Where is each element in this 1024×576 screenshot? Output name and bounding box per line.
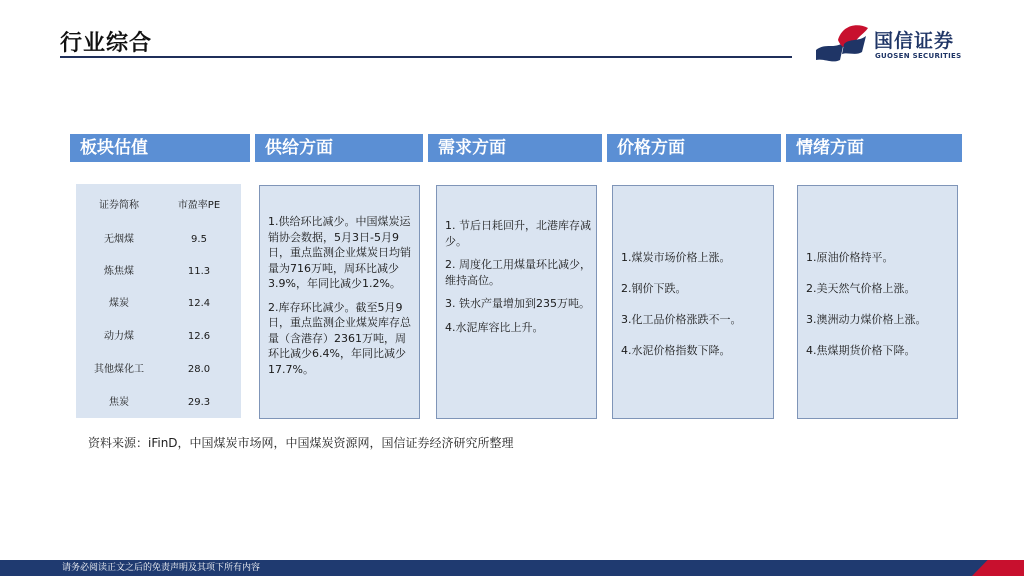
title-rule <box>60 56 792 58</box>
column-header-name: 证券简称 <box>99 200 139 211</box>
source-note: 资料来源：iFinD，中国煤炭市场网，中国煤炭资源网，国信证券经济研究所整理 <box>88 436 514 450</box>
table-row <box>76 327 241 347</box>
row-name: 无烟煤 <box>104 234 134 245</box>
table-row <box>76 360 241 380</box>
supply-item: 2.库存环比减少。截至5月9日，重点监测企业煤炭库存总量（含港存）2361万吨，周环比减少6.4%，年同比减少17.7%。 <box>268 300 411 376</box>
demand-item: 2. 周度化工用煤量环比减少，维持高位。 <box>445 258 591 287</box>
footer-accent <box>972 560 1024 576</box>
price-panel <box>612 185 774 419</box>
price-item: 4.水泥价格指数下降。 <box>621 344 731 357</box>
table-header-row <box>76 196 241 216</box>
price-text <box>621 250 771 374</box>
header-demand: 需求方面 <box>428 134 602 162</box>
demand-item: 3. 铁水产量增加到235万吨。 <box>445 297 590 310</box>
row-pe: 11.3 <box>187 266 211 277</box>
sentiment-panel <box>797 185 958 419</box>
row-name: 焦炭 <box>109 397 129 408</box>
supply-text <box>268 214 414 385</box>
header-sentiment: 情绪方面 <box>786 134 962 162</box>
demand-text <box>445 218 591 343</box>
table-row <box>76 230 241 250</box>
row-pe: 28.0 <box>187 364 211 375</box>
price-item: 2.钢价下跌。 <box>621 282 687 295</box>
table-row <box>76 393 241 413</box>
sentiment-item: 1.原油价格持平。 <box>806 251 894 264</box>
table-row <box>76 294 241 314</box>
brand-name-cn: 国信证券 <box>874 30 955 52</box>
valuation-table <box>76 184 241 418</box>
row-pe: 9.5 <box>191 234 207 245</box>
column-header-pe: 市盈率PE <box>177 200 221 211</box>
row-name: 炼焦煤 <box>104 266 134 277</box>
row-name: 煤炭 <box>109 298 129 309</box>
supply-panel <box>259 185 420 419</box>
header-price: 价格方面 <box>607 134 781 162</box>
sentiment-item: 2.美天然气价格上涨。 <box>806 282 916 295</box>
demand-panel <box>436 185 597 419</box>
footer-disclaimer: 请务必阅读正文之后的免责声明及其项下所有内容 <box>62 563 261 573</box>
row-pe: 12.4 <box>187 298 211 309</box>
footer-bar <box>0 560 1024 576</box>
sentiment-text <box>806 250 956 374</box>
row-name: 其他煤化工 <box>94 364 144 375</box>
header-supply: 供给方面 <box>255 134 423 162</box>
price-item: 1.煤炭市场价格上涨。 <box>621 251 731 264</box>
page-title: 行业综合 <box>60 31 153 56</box>
brand-mark-icon <box>812 20 872 64</box>
row-pe: 29.3 <box>187 397 211 408</box>
supply-item: 1.供给环比减少。中国煤炭运销协会数据，5月3日-5月9日，重点监测企业煤炭日均销量为716万吨，周环比减少3.9%，年同比减少1.2%。 <box>268 215 411 290</box>
row-pe: 12.6 <box>187 331 211 342</box>
sentiment-item: 3.澳洲动力煤价格上涨。 <box>806 313 927 326</box>
sentiment-item: 4.焦煤期货价格下降。 <box>806 344 916 357</box>
brand-logo <box>812 20 982 64</box>
table-row <box>76 262 241 282</box>
brand-name-en: GUOSEN SECURITIES <box>875 52 962 60</box>
demand-item: 1. 节后日耗回升，北港库存减少。 <box>445 219 591 248</box>
header-valuation: 板块估值 <box>70 134 250 162</box>
price-item: 3.化工品价格涨跌不一。 <box>621 313 742 326</box>
demand-item: 4.水泥库容比上升。 <box>445 320 544 334</box>
row-name: 动力煤 <box>104 331 134 342</box>
